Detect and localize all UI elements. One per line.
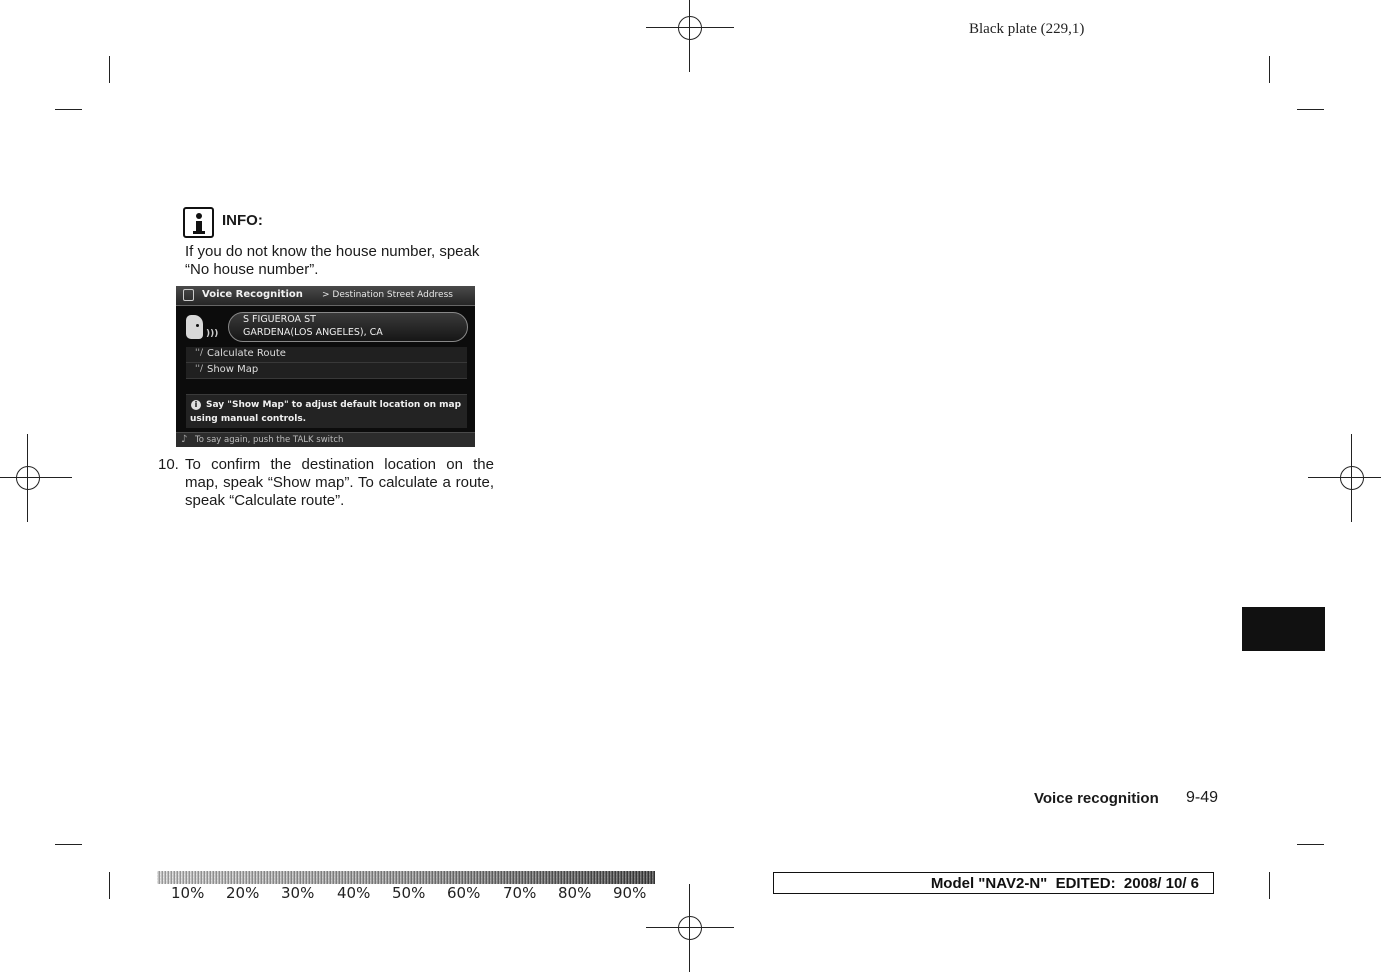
info-title: INFO: <box>222 212 263 229</box>
model-edited-label: Model "NAV2-N" EDITED: 2008/ 10/ 6 <box>930 875 1199 892</box>
command-label: Calculate Route <box>207 348 286 359</box>
info-dot-icon: i <box>191 400 201 410</box>
scale-label: 70% <box>503 884 537 902</box>
registration-mark-bottom <box>646 884 734 972</box>
scale-label: 80% <box>558 884 592 902</box>
command-label: Show Map <box>207 364 259 375</box>
section-tab <box>1242 607 1325 651</box>
crop-mark <box>55 109 82 110</box>
crop-mark <box>109 56 110 83</box>
command-calculate-route[interactable] <box>186 347 467 363</box>
speaking-face-icon: ))) <box>186 315 210 343</box>
talk-switch-icon: ♪ <box>181 434 188 445</box>
crop-mark <box>1269 872 1270 899</box>
scale-label: 30% <box>281 884 315 902</box>
scale-label: 90% <box>613 884 647 902</box>
crop-mark <box>55 844 82 845</box>
scale-label: 20% <box>226 884 260 902</box>
crop-mark <box>1269 56 1270 83</box>
voice-command-icon: ''/ <box>195 348 203 358</box>
registration-mark-top <box>646 0 734 72</box>
address-display <box>228 312 468 342</box>
address-city: GARDENA(LOS ANGELES), CA <box>243 327 383 338</box>
footer-hint: To say again, push the TALK switch <box>195 435 344 445</box>
tip-box <box>186 394 467 428</box>
step-number: 10. <box>158 456 179 473</box>
scale-label: 10% <box>171 884 205 902</box>
crop-mark <box>1297 844 1324 845</box>
screen-header <box>176 286 475 306</box>
screen-breadcrumb: > Destination Street Address <box>322 290 453 300</box>
plate-label: Black plate (229,1) <box>969 21 1085 37</box>
screen-footer <box>176 432 475 447</box>
voice-menu-icon <box>183 289 194 301</box>
command-show-map[interactable] <box>186 363 467 379</box>
screen-title: Voice Recognition <box>202 289 303 300</box>
crop-mark <box>109 872 110 899</box>
page-number: 9-49 <box>1186 789 1219 806</box>
scale-label: 40% <box>337 884 371 902</box>
model-box <box>773 872 1214 894</box>
info-i-icon <box>183 207 214 238</box>
tip-text: Say "Show Map" to adjust default location on map using manual controls. <box>190 400 462 424</box>
crop-mark <box>1297 109 1324 110</box>
registration-mark-left <box>0 434 72 522</box>
scale-label: 50% <box>392 884 426 902</box>
scale-label: 60% <box>447 884 481 902</box>
info-text: If you do not know the house number, speak “No house number”. <box>185 243 480 278</box>
nav-screenshot <box>176 286 475 447</box>
address-street: S FIGUEROA ST <box>243 314 316 325</box>
section-name: Voice recognition <box>1034 790 1159 807</box>
gray-scale-bar <box>157 871 655 884</box>
step-text: To confirm the destination location on the map, speak “Show map”. To calculate a route, speak “Calculate route”. <box>185 456 494 509</box>
voice-command-icon: ''/ <box>195 364 203 374</box>
registration-mark-right <box>1308 434 1381 522</box>
